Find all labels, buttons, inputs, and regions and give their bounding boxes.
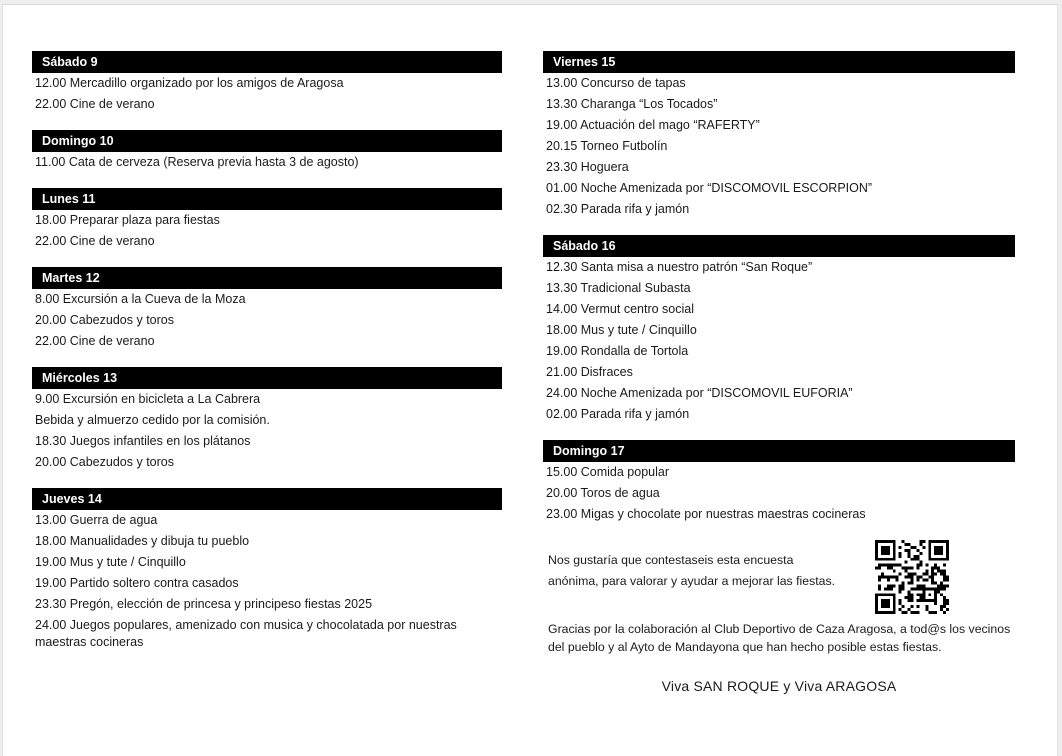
event-item: 01.00 Noche Amenizada por “DISCOMOVIL ESCORPION” — [546, 181, 873, 195]
event-item: 23.00 Migas y chocolate por nuestras maestras cocineras — [546, 507, 866, 521]
event-item: 23.30 Pregón, elección de princesa y principeso fiestas 2025 — [35, 597, 373, 611]
day-heading: Viernes 15 — [543, 51, 1015, 73]
event-item: 12.00 Mercadillo organizado por los amigos de Aragosa — [35, 76, 344, 90]
event-item: 8.00 Excursión a la Cueva de la Moza — [35, 292, 246, 306]
event-item: 02.00 Parada rifa y jamón — [546, 407, 690, 421]
day-heading: Miércoles 13 — [32, 367, 502, 389]
event-item: 22.00 Cine de verano — [35, 334, 155, 348]
event-item: 18.00 Manualidades y dibuja tu pueblo — [35, 534, 250, 548]
day-sabado-16 — [543, 235, 1015, 425]
survey-qr-code[interactable] — [875, 540, 949, 614]
event-item: 13.00 Concurso de tapas — [546, 76, 686, 90]
closing-slogan: Viva SAN ROQUE y Viva ARAGOSA — [661, 678, 897, 694]
day-domingo-10 — [32, 130, 502, 173]
event-item: 20.00 Toros de agua — [546, 486, 660, 500]
event-item: 18.00 Mus y tute / Cinquillo — [546, 323, 697, 337]
event-item: 15.00 Comida popular — [546, 465, 669, 479]
event-item: 19.00 Partido soltero contra casados — [35, 576, 239, 590]
survey-text — [548, 550, 858, 592]
event-item: 18.30 Juegos infantiles en los plátanos — [35, 434, 251, 448]
day-martes-12 — [32, 267, 502, 352]
event-item: 24.00 Noche Amenizada por “DISCOMOVIL EUFORIA” — [546, 386, 853, 400]
survey-line-2: anónima, para valorar y ayudar a mejorar las fiestas. — [548, 574, 836, 588]
event-item: 21.00 Disfraces — [546, 365, 633, 379]
event-item: 18.00 Preparar plaza para fiestas — [35, 213, 220, 227]
thanks-text: Gracias por la colaboración al Club Deportivo de Caza Aragosa, a tod@s los vecinos del pueblo y al Ayto de Mandayona que han hecho posible estas fiestas. — [548, 622, 1011, 654]
event-item: 20.15 Torneo Futbolín — [546, 139, 668, 153]
event-item: 23.30 Hoguera — [546, 160, 629, 174]
event-item: 13.30 Tradicional Subasta — [546, 281, 691, 295]
event-item: 11.00 Cata de cerveza (Reserva previa hasta 3 de agosto) — [35, 155, 359, 169]
day-heading: Jueves 14 — [32, 488, 502, 510]
day-heading: Domingo 10 — [32, 130, 502, 152]
event-item: 19.00 Rondalla de Tortola — [546, 344, 689, 358]
day-heading: Domingo 17 — [543, 440, 1015, 462]
event-item: 24.00 Juegos populares, amenizado con musica y chocolatada por nuestras maestras cocineras — [35, 618, 457, 649]
event-item: 19.00 Mus y tute / Cinquillo — [35, 555, 186, 569]
event-item: 02.30 Parada rifa y jamón — [546, 202, 690, 216]
right-column — [543, 51, 1015, 694]
event-item: 20.00 Cabezudos y toros — [35, 455, 174, 469]
survey-line-1: Nos gustaría que contestaseis esta encuesta — [548, 553, 794, 567]
right-days — [543, 51, 1015, 525]
day-lunes-11 — [32, 188, 502, 252]
survey-block — [543, 540, 1015, 610]
day-miercoles-13 — [32, 367, 502, 473]
day-heading: Sábado 16 — [543, 235, 1015, 257]
day-heading: Martes 12 — [32, 267, 502, 289]
event-item: 12.30 Santa misa a nuestro patrón “San Roque” — [546, 260, 813, 274]
day-heading: Sábado 9 — [32, 51, 502, 73]
event-item: 22.00 Cine de verano — [35, 234, 155, 248]
event-item: 14.00 Vermut centro social — [546, 302, 694, 316]
event-item: Bebida y almuerzo cedido por la comisión. — [35, 413, 270, 427]
day-sabado-9 — [32, 51, 502, 115]
event-item: 9.00 Excursión en bicicleta a La Cabrera — [35, 392, 261, 406]
event-item: 22.00 Cine de verano — [35, 97, 155, 111]
day-domingo-17 — [543, 440, 1015, 525]
left-column — [32, 51, 502, 666]
event-item: 20.00 Cabezudos y toros — [35, 313, 174, 327]
day-viernes-15 — [543, 51, 1015, 220]
day-jueves-14 — [32, 488, 502, 651]
event-item: 19.00 Actuación del mago “RAFERTY” — [546, 118, 760, 132]
program-sheet — [2, 4, 1058, 756]
event-item: 13.30 Charanga “Los Tocados” — [546, 97, 718, 111]
event-item: 13.00 Guerra de agua — [35, 513, 158, 527]
day-heading: Lunes 11 — [32, 188, 502, 210]
